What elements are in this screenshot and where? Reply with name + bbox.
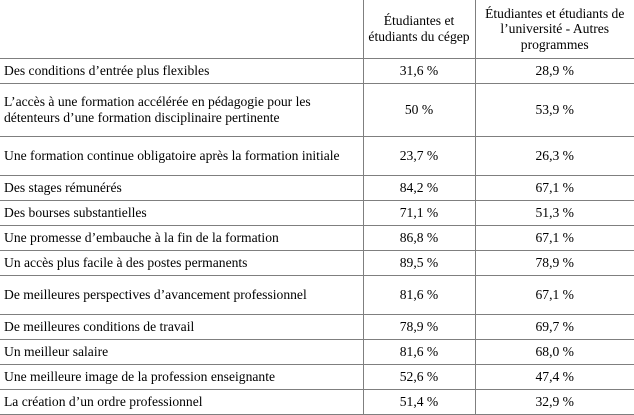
table-row: [0, 389, 634, 414]
cegep-value: 89,5 %: [363, 250, 475, 275]
row-label: Des stages rémunérés: [0, 175, 363, 200]
table-row: [0, 314, 634, 339]
table-row: [0, 83, 634, 136]
universite-value: 67,1 %: [475, 225, 634, 250]
table-row: [0, 339, 634, 364]
universite-value: 51,3 %: [475, 200, 634, 225]
row-label: Une formation continue obligatoire après la formation initiale: [0, 136, 363, 175]
cegep-value: 51,4 %: [363, 389, 475, 414]
cegep-value: 31,6 %: [363, 58, 475, 83]
table-row: [0, 364, 634, 389]
table-body: [0, 58, 634, 414]
universite-value: 26,3 %: [475, 136, 634, 175]
universite-value: 67,1 %: [475, 175, 634, 200]
table-row: [0, 250, 634, 275]
universite-value: 78,9 %: [475, 250, 634, 275]
universite-value: 67,1 %: [475, 275, 634, 314]
cegep-value: 71,1 %: [363, 200, 475, 225]
cegep-value: 23,7 %: [363, 136, 475, 175]
table-row: [0, 175, 634, 200]
header-blank: [0, 0, 363, 58]
table-row: [0, 275, 634, 314]
table-row: [0, 200, 634, 225]
row-label: Un accès plus facile à des postes permanents: [0, 250, 363, 275]
header-cegep: Étudiantes et étudiants du cégep: [363, 0, 475, 58]
row-label: La création d’un ordre professionnel: [0, 389, 363, 414]
row-label: Des conditions d’entrée plus flexibles: [0, 58, 363, 83]
universite-value: 69,7 %: [475, 314, 634, 339]
row-label: Une meilleure image de la profession enseignante: [0, 364, 363, 389]
cegep-value: 50 %: [363, 83, 475, 136]
cegep-value: 52,6 %: [363, 364, 475, 389]
header-universite: Étudiantes et étudiants de l’université - Autres programmes: [475, 0, 634, 58]
row-label: Un meilleur salaire: [0, 339, 363, 364]
universite-value: 68,0 %: [475, 339, 634, 364]
cegep-value: 84,2 %: [363, 175, 475, 200]
row-label: Une promesse d’embauche à la fin de la formation: [0, 225, 363, 250]
universite-value: 53,9 %: [475, 83, 634, 136]
cegep-value: 78,9 %: [363, 314, 475, 339]
row-label: De meilleures conditions de travail: [0, 314, 363, 339]
cegep-value: 81,6 %: [363, 275, 475, 314]
header-row: [0, 0, 634, 58]
table-row: [0, 58, 634, 83]
row-label: De meilleures perspectives d’avancement professionnel: [0, 275, 363, 314]
universite-value: 32,9 %: [475, 389, 634, 414]
table-row: [0, 225, 634, 250]
table-row: [0, 136, 634, 175]
row-label: L’accès à une formation accélérée en pédagogie pour les détenteurs d’une formation disciplinaire pertinente: [0, 83, 363, 136]
cegep-value: 81,6 %: [363, 339, 475, 364]
row-label: Des bourses substantielles: [0, 200, 363, 225]
universite-value: 28,9 %: [475, 58, 634, 83]
universite-value: 47,4 %: [475, 364, 634, 389]
cegep-value: 86,8 %: [363, 225, 475, 250]
